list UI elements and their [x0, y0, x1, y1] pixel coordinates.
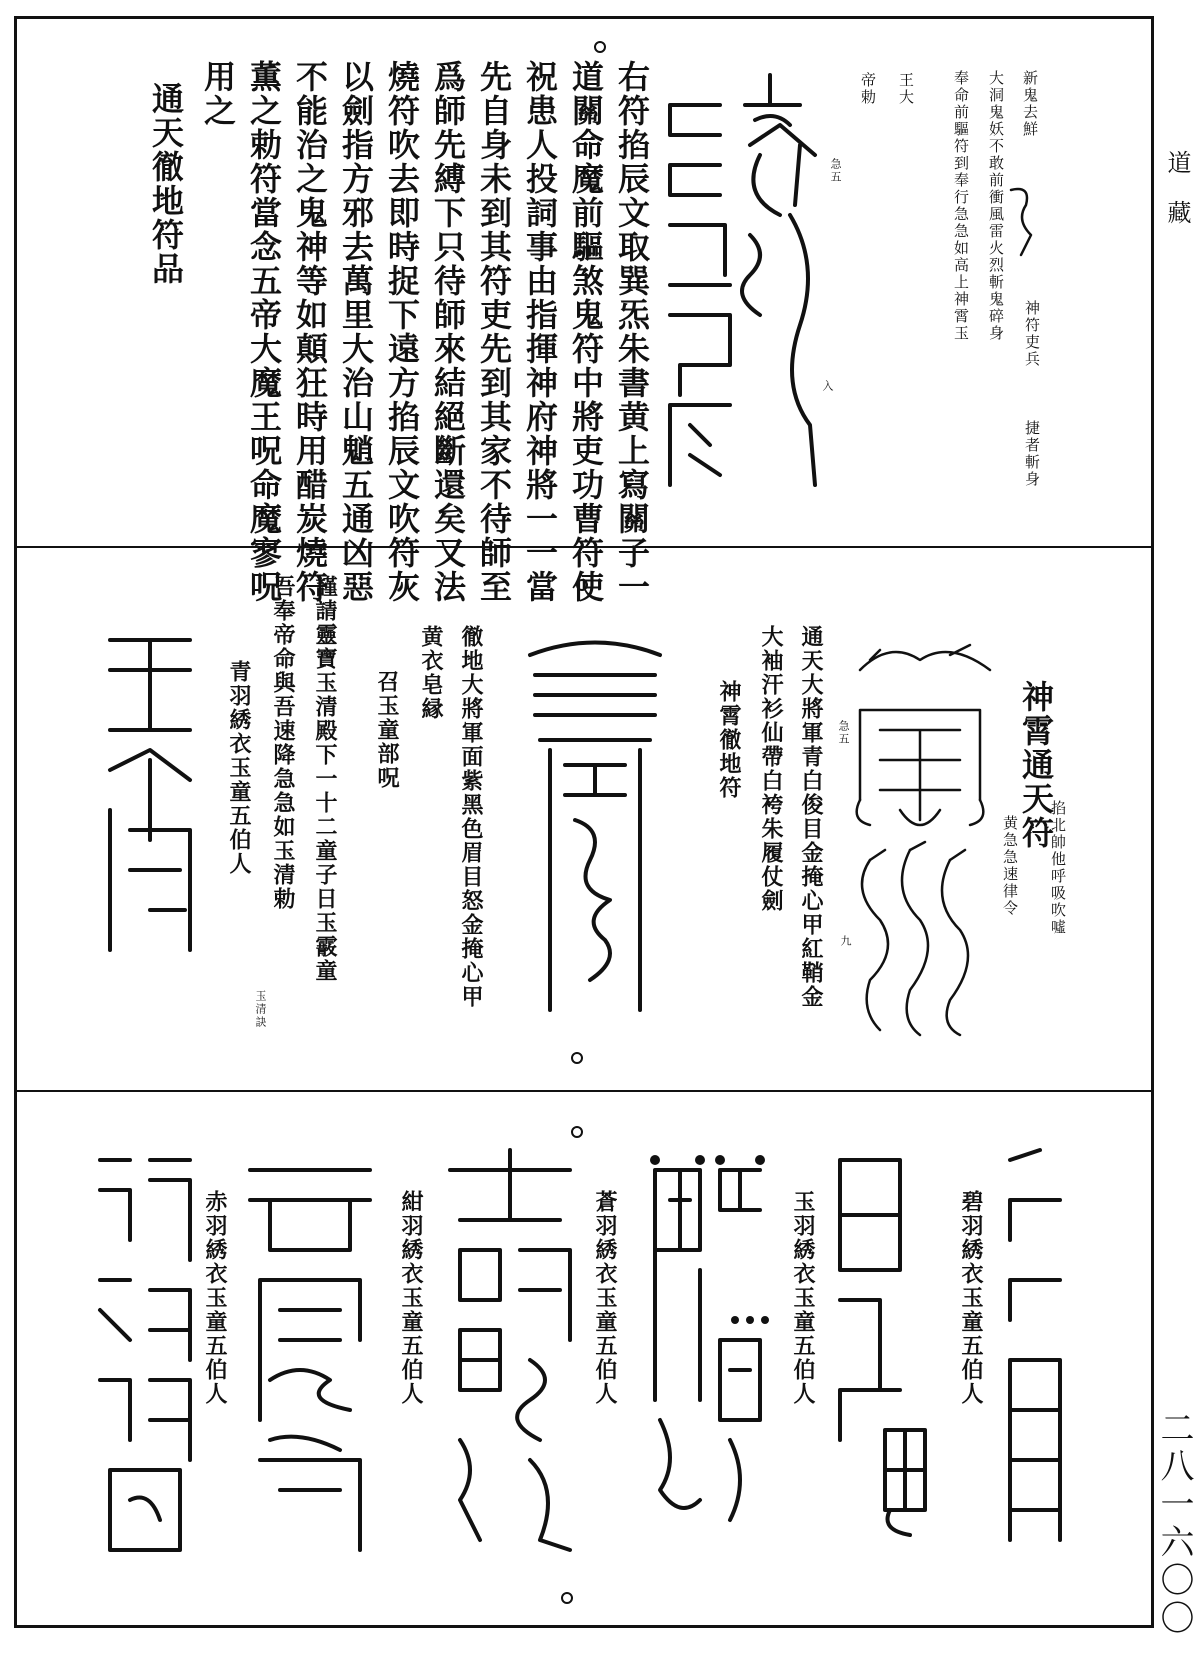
talisman-drawing-icon [1000, 1140, 1070, 1550]
talisman-drawing-icon [440, 1140, 580, 1560]
small-annotation: 九 [839, 935, 852, 948]
small-annotation: 入 [821, 380, 834, 393]
binding-ring [571, 1052, 583, 1064]
attendant-label: 蒼羽綉衣玉童五伯人 [592, 1190, 618, 1406]
page-number: 二八一六〇〇 [1154, 1410, 1194, 1638]
body-line: 不能治之鬼神等如顛狂時用醋炭燒符 [291, 60, 329, 604]
note-text: 新鬼去鮮 [1021, 70, 1039, 138]
section-divider-2 [14, 1090, 1154, 1092]
body-line: 祝患人投詞事由指揮神府神將一一當 [521, 60, 559, 604]
body-line: 以劍指方邪去萬里大治山魈五通凶惡 [337, 60, 375, 604]
body-line: 大袖汗衫仙帶白袴朱履仗劍 [758, 625, 784, 913]
body-line: 道關命魔前驅煞鬼符中將吏功曹符使 [567, 60, 605, 604]
small-annotation: 急五 [837, 720, 850, 746]
body-line: 徹地大將軍面紫黑色眉目怒金掩心甲 [458, 625, 484, 1009]
talisman-drawing-icon [240, 1140, 380, 1560]
binding-ring [561, 1592, 573, 1604]
attendant-label: 玉羽綉衣玉童五伯人 [790, 1190, 816, 1406]
note-text: 王大 [897, 72, 915, 106]
note-text: 奉命前驅符到奉行急急如高上神霄玉 [952, 70, 970, 342]
body-line: 黄衣皂縁 [418, 625, 444, 721]
body-line: 燒符吹去即時捉下遠方掐辰文吹符灰 [383, 60, 421, 604]
talisman-drawing-icon [650, 65, 850, 505]
body-line: 爲師先縛下只待師來結絕斷還矣又法 [429, 60, 467, 604]
small-annotation: 急五 [829, 158, 842, 184]
talisman-drawing-icon [830, 1140, 940, 1540]
body-line: 吾奉帝命與吾速降急急如玉清勅 [270, 575, 296, 911]
binding-ring [571, 1126, 583, 1138]
talisman-drawing-icon [90, 1140, 200, 1560]
body-line: 用之 [199, 60, 237, 128]
body-line: 謹請靈寶玉清殿下一十二童子日玉霰童 [312, 575, 338, 983]
talisman-drawing-icon [520, 630, 670, 1030]
talisman-drawing-icon [90, 610, 210, 990]
note-text: 神符吏兵 [1023, 300, 1041, 368]
attendant-label: 紺羽綉衣玉童五伯人 [398, 1190, 424, 1406]
binding-ring [594, 41, 606, 53]
body-line: 通天大將軍青白俊目金掩心甲紅鞘金 [798, 625, 824, 1009]
note-text: 黄急急速律令 [1001, 815, 1019, 917]
body-line: 右符掐辰文取巽炁朱書黄上寫關子一 [613, 60, 651, 604]
note-text: 捷者斬身 [1023, 420, 1041, 488]
small-annotation: 玉清訣 [254, 990, 267, 1029]
incantation-title: 召玉童部呪 [374, 670, 400, 790]
body-line: 薫之勅符當念五帝大魔王呪命魔寥呪 [245, 60, 283, 604]
side-title: 道藏 [1163, 150, 1191, 250]
seal-glyph-icon [1006, 180, 1036, 260]
section-heading: 通天徹地符品 [147, 82, 185, 286]
note-text: 大洞鬼妖不敢前衝風雷火烈斬鬼碎身 [987, 70, 1005, 342]
attendant-label: 青羽綉衣玉童五伯人 [226, 660, 252, 876]
attendant-label: 碧羽綉衣玉童五伯人 [958, 1190, 984, 1406]
talisman-drawing-icon [640, 1140, 770, 1540]
note-text: 帝勅 [859, 72, 877, 106]
attendant-label: 赤羽綉衣玉童五伯人 [202, 1190, 228, 1406]
talisman-title: 神霄通天符 [1017, 680, 1055, 850]
talisman-title: 神霄徹地符 [716, 680, 742, 800]
body-line: 先自身未到其符吏先到其家不待師至 [475, 60, 513, 604]
note-text: 掐北帥他呼吸吹噓 [1049, 800, 1067, 936]
dragon-talisman-icon [837, 630, 1000, 1040]
